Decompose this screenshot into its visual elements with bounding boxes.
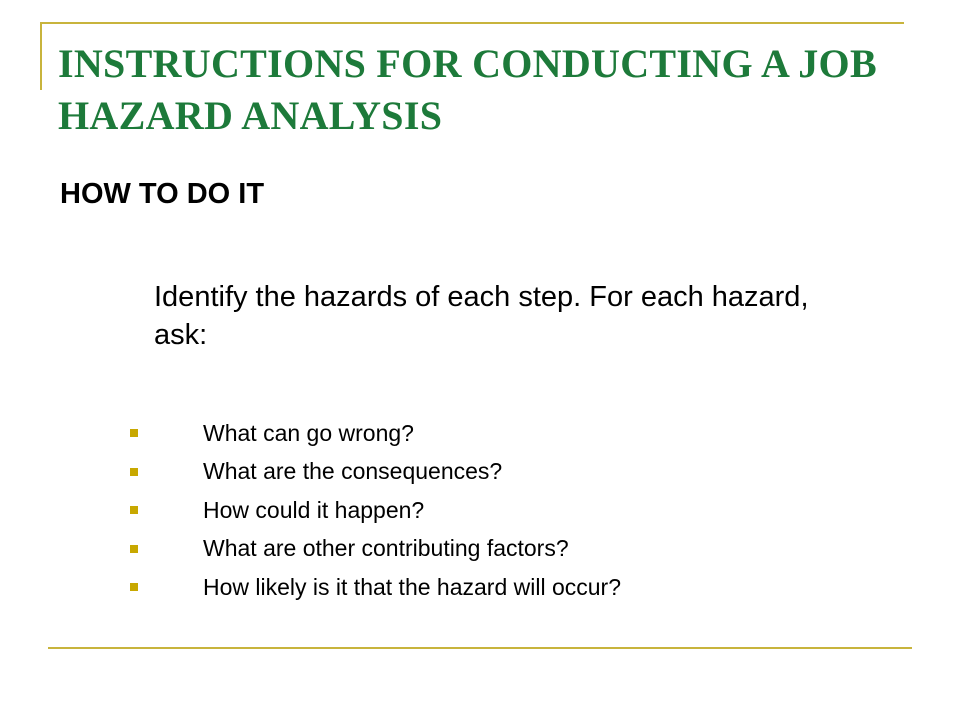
list-item-text: What are other contributing factors?: [203, 535, 569, 562]
list-item: [130, 530, 569, 569]
list-item-text: What are the consequences?: [203, 458, 503, 485]
section-heading: HOW TO DO IT: [60, 178, 265, 210]
square-bullet-icon: [130, 468, 138, 476]
list-item: [130, 414, 414, 453]
left-divider: [40, 22, 42, 90]
intro-paragraph: Identify the hazards of each step. For each hazard, ask:: [154, 281, 809, 351]
square-bullet-icon: [130, 506, 138, 514]
list-item-text: How could it happen?: [203, 496, 425, 523]
list-item: [130, 568, 621, 607]
list-item: [130, 491, 425, 530]
slide-title: INSTRUCTIONS FOR CONDUCTING A JOB HAZARD ANALYSIS: [58, 41, 877, 138]
bottom-divider: [48, 647, 912, 649]
top-divider: [40, 22, 904, 24]
list-item: [130, 453, 503, 492]
question-list: [130, 414, 621, 607]
list-item-text: How likely is it that the hazard will occur?: [203, 573, 621, 600]
square-bullet-icon: [130, 545, 138, 553]
list-item-text: What can go wrong?: [203, 419, 414, 446]
square-bullet-icon: [130, 583, 138, 591]
square-bullet-icon: [130, 429, 138, 437]
